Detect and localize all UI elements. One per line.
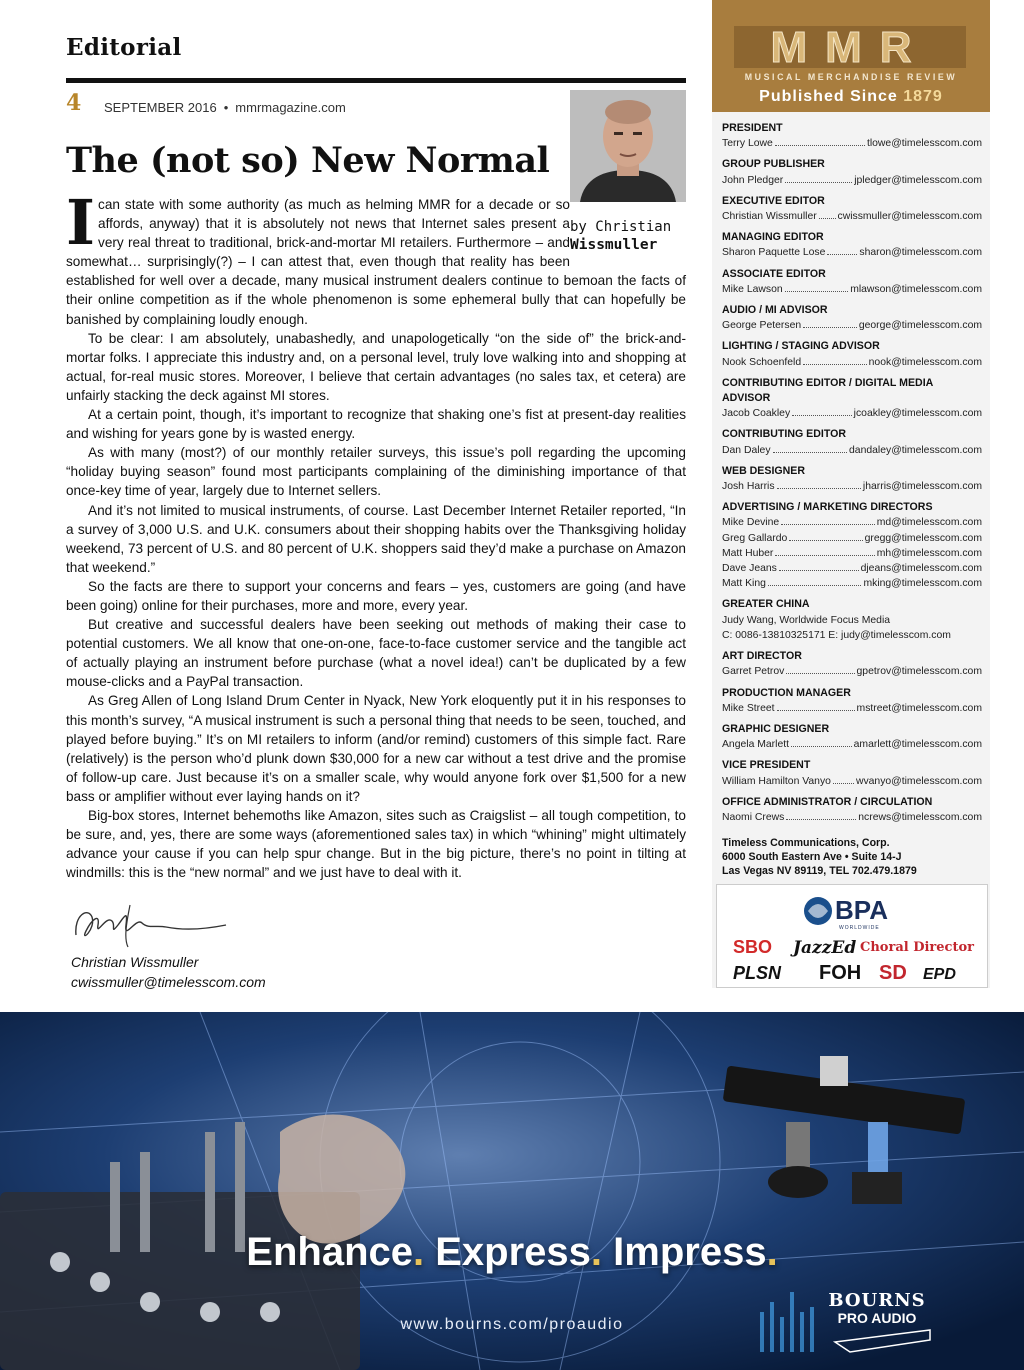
staff-role: OFFICE ADMINISTRATOR / CIRCULATION [722,795,933,808]
staff-entry [722,515,982,530]
staff-name: John Pledger [722,174,784,186]
company-info [722,836,982,878]
staff-role: GROUP PUBLISHER [722,158,825,171]
staff-name: William Hamilton Vanyo [722,775,831,787]
logo-text: MMR [770,26,930,68]
staff-role: CONTRIBUTING EDITOR / DIGITAL MEDIA ADVISOR [722,376,933,405]
dot-leader [785,291,849,292]
dot-leader [786,819,856,820]
staff-email[interactable]: george@timelesscom.com [858,320,982,332]
signoff-email[interactable]: cwissmuller@timelesscom.com [71,974,266,990]
section-title: Editorial [66,34,182,61]
staff-entry [722,443,982,458]
staff-entry [722,531,982,546]
dot-leader [785,182,852,183]
company-name: Timeless Communications, Corp. [722,837,890,849]
staff-name: Mike Devine [722,517,780,529]
choral-director-logo: Choral Director [860,940,974,955]
staff-email[interactable]: gregg@timelesscom.com [864,532,982,544]
paragraph: At a certain point, though, it’s important to recognize that shaking one’s fist at present-day realities and wishing for years gone by is wasted energy. [66,407,686,442]
staff-entry [722,810,982,825]
signature-image [66,895,236,955]
published-since: Published Since 1879 [759,88,943,105]
staff-role: EXECUTIVE EDITOR [722,194,825,207]
dot-leader [803,364,867,365]
staff-email[interactable]: nook@timelesscom.com [868,356,982,368]
staff-entry [722,282,982,297]
staff-entry [722,173,982,188]
staff-email[interactable]: mh@timelesscom.com [876,547,982,559]
dot-leader [827,254,857,255]
staff-email[interactable]: mking@timelesscom.com [863,578,982,590]
staff-role: PRESIDENT [722,122,783,134]
staff-role: ADVERTISING / MARKETING DIRECTORS [722,501,933,514]
staff-email[interactable]: dandaley@timelesscom.com [849,444,982,456]
staff-role: ASSOCIATE EDITOR [722,267,826,280]
plsn-logo: PLSN [733,963,782,983]
paragraph: As Greg Allen of Long Island Drum Center in Nyack, New York eloquently put it in his responses to this month’s survey, “A musical instrument is such a personal thing that needs to be seen, touched, and played before buying.” It’s on MI retailers to inform (and/or remind) customers of this simple fact. Rare (relatively) is the person who’d plunk down $30,000 for a new car without a test drive and the promise of follow-up care. Just because it’s on a smaller scale, why would anyone fork over $1,500 for a new bass or amplifier without ever laying hands on it? [66,693,686,804]
staff-role: MANAGING EDITOR [722,231,824,244]
dot-leader [779,570,859,571]
jazzed-logo: JazzEd [793,938,857,958]
staff-name: Josh Harris [722,481,775,493]
article-title: The (not so) New Normal [66,140,550,181]
dot-leader [789,540,862,541]
staff-name: Greg Gallardo [722,532,788,544]
staff-entry [722,136,982,151]
staff-email[interactable]: cwissmuller@timelesscom.com [837,211,982,223]
sd-logo: SD [879,962,907,984]
staff-entry [722,318,982,333]
staff-name: Matt King [722,578,766,590]
bourns-logo: BOURNS [828,1290,926,1311]
staff-entry [722,355,982,370]
drop-cap: I [66,186,96,259]
foh-logo: FOH [819,962,862,984]
staff-email[interactable]: mlawson@timelesscom.com [850,283,982,295]
paragraph: And it’s not limited to musical instruments, of course. Last December Internet Retailer reported, “In a survey of 3,000 U.S. and U.K. consumers about their shopping habits over the Thanksgiving holiday weekend, 73 percent of U.S. and 80 percent of U.K. shoppers said they’d make a purchase on Amazon that weekend.” [66,502,686,575]
staff-email[interactable]: tlowe@timelesscom.com [866,138,982,150]
staff-name: Garret Petrov [722,666,785,678]
staff-role: WEB DESIGNER [722,464,805,477]
signoff [71,952,266,992]
staff-email[interactable]: jpledger@timelesscom.com [854,174,982,186]
staff-name: Dave Jeans [722,563,777,575]
staff-email[interactable]: ncrews@timelesscom.com [858,811,982,823]
staff-name: Naomi Crews [722,811,785,823]
staff-role: GRAPHIC DESIGNER [722,722,830,735]
byline-prefix: by Christian [570,219,672,235]
staff-name: Mike Street [722,702,775,714]
staff-email[interactable]: gpetrov@timelesscom.com [856,666,982,678]
staff-role: LIGHTING / STAGING ADVISOR [722,340,880,353]
staff-entry [722,209,982,224]
dot-leader [775,555,874,556]
staff-name: Matt Huber [722,547,774,559]
staff-email[interactable]: wvanyo@timelesscom.com [855,775,982,787]
author-photo [570,90,686,202]
staff-entry [722,546,982,561]
staff-name: Nook Schoenfeld [722,356,802,368]
staff-role: CONTRIBUTING EDITOR [722,428,846,441]
company-address: 6000 South Eastern Ave • Suite 14-J [722,851,902,863]
greater-china-line2: C: 0086-13810325171 E: judy@timelesscom.com [722,629,951,641]
staff-entry [722,701,982,716]
dot-leader [777,488,861,489]
staff-email[interactable]: md@timelesscom.com [876,517,982,529]
staff-entry [722,479,982,494]
dot-leader [792,415,852,416]
staff-name: Mike Lawson [722,283,783,295]
paragraph: To be clear: I am absolutely, unabashedly, and unapologetically “on the side of” the brick-and-mortar folks. I appreciate this industry and, on a personal level, truly love walking into and shopping at actual, for-real music stores. Moreover, I believe that certain advantages (no sales tax, et cetera) are unfairly stacking the deck against MI stores. [66,330,686,403]
staff-email[interactable]: djeans@timelesscom.com [860,563,982,575]
staff-role: ART DIRECTOR [722,650,802,663]
staff-role: AUDIO / MI ADVISOR [722,304,828,317]
bourns-subtitle: PRO AUDIO [837,1310,917,1326]
sbo-logo: SBO [733,937,773,957]
paragraph: As with many (most?) of our monthly retailer surveys, this issue’s poll regarding the upcoming “holiday buying season” found most participants complaining of the diminishing importance of that once-key time of year, largely due to Internet sellers. [66,445,686,499]
staff-email[interactable]: jharris@timelesscom.com [862,481,982,493]
staff-email[interactable]: mstreet@timelesscom.com [856,702,982,714]
masthead-tagline: MUSICAL MERCHANDISE REVIEW [744,72,958,82]
bpa-logo: BPA [835,895,888,925]
dot-leader [819,218,836,219]
staff-entry [722,774,982,789]
staff-name: Terry Lowe [722,138,773,150]
ad-url[interactable]: www.bourns.com/proaudio [400,1316,624,1333]
staff-name: Christian Wissmuller [722,211,817,223]
staff-role: GREATER CHINA [722,598,810,611]
header-rule [66,78,686,83]
dot-leader [775,145,865,146]
article-body [66,186,686,882]
paragraph: Big-box stores, Internet behemoths like Amazon, sites such as Craigslist – all tough competition, to be sure, and, yes, there are some ways (aforementioned sales tax) in which “whining” might ultimately advance your cause if you can help spur change. But in the big picture, there’s no point in tilting at windmills: this is the “new normal” and we just have to deal with it. [66,808,686,881]
dot-leader [803,327,857,328]
paragraph: So the facts are there to support your concerns and fears – yes, customers are going (and have been going) online for their purchases, more and more, every year. [66,578,686,613]
paragraph: I can state with some authority (as much as helming MMR for a decade or so affords, anyway) that it is absolutely not news that Internet sales present a very real threat to traditional, brick-and-mortar MI retailers. Furthermore – and somewhat… surprisingly(?) – I can attest that, even though that reality has been established for well over a decade, many musical instrument dealers continue to bemoan the facts of their online competition as if the whole phenomenon is some ephemeral bully that can hopefully be banished by complaining loudly enough. [66,186,686,327]
staff-name: George Petersen [722,320,802,332]
epd-logo: EPD [923,966,956,983]
staff-email[interactable]: amarlett@timelesscom.com [853,739,982,751]
staff-entry [722,561,982,576]
paragraph: But creative and successful dealers have been seeking out methods of making their case to potential customers. We all know that one-on-one, face-to-face customer service and the tangible act of actually playing an instrument before purchase (what a novel idea!) can’t be duplicated by a few mouse-clicks and a PayPal transaction. [66,617,686,690]
ad-tagline: Enhance. Express. Impress. [246,1230,778,1274]
publication-logos [716,884,988,988]
byline-name: Wissmuller [570,237,658,253]
bpa-sub: WORLDWIDE [839,925,880,931]
staff-entry [722,737,982,752]
staff-entry [722,576,982,591]
dot-leader [791,746,852,747]
staff-name: Sharon Paquette Lose [722,247,826,259]
issue-date: SEPTEMBER 2016 [104,100,217,115]
dot-leader [781,524,875,525]
company-city: Las Vegas NV 89119, TEL 702.479.1879 [722,865,917,877]
dot-leader [768,585,862,586]
signoff-name: Christian Wissmuller [71,954,199,970]
mmr-logo [734,26,966,68]
dot-leader [786,673,854,674]
staff-list [722,115,982,825]
site-url[interactable]: mmrmagazine.com [235,100,346,115]
greater-china-line1: Judy Wang, Worldwide Focus Media [722,614,891,626]
staff-name: Dan Daley [722,444,771,456]
staff-entry [722,245,982,260]
staff-name: Jacob Coakley [722,408,791,420]
dot-leader [833,783,854,784]
page-number: 4 [66,90,82,116]
dot-leader [773,452,848,453]
staff-entry [722,406,982,421]
staff-role: PRODUCTION MANAGER [722,686,851,699]
dateline: SEPTEMBER 2016 • mmrmagazine.com [104,100,346,115]
staff-email[interactable]: jcoakley@timelesscom.com [853,408,982,420]
staff-email[interactable]: sharon@timelesscom.com [859,247,982,259]
staff-entry [722,664,982,679]
dot-leader [777,710,855,711]
staff-name: Angela Marlett [722,739,789,751]
staff-role: VICE PRESIDENT [722,759,811,772]
